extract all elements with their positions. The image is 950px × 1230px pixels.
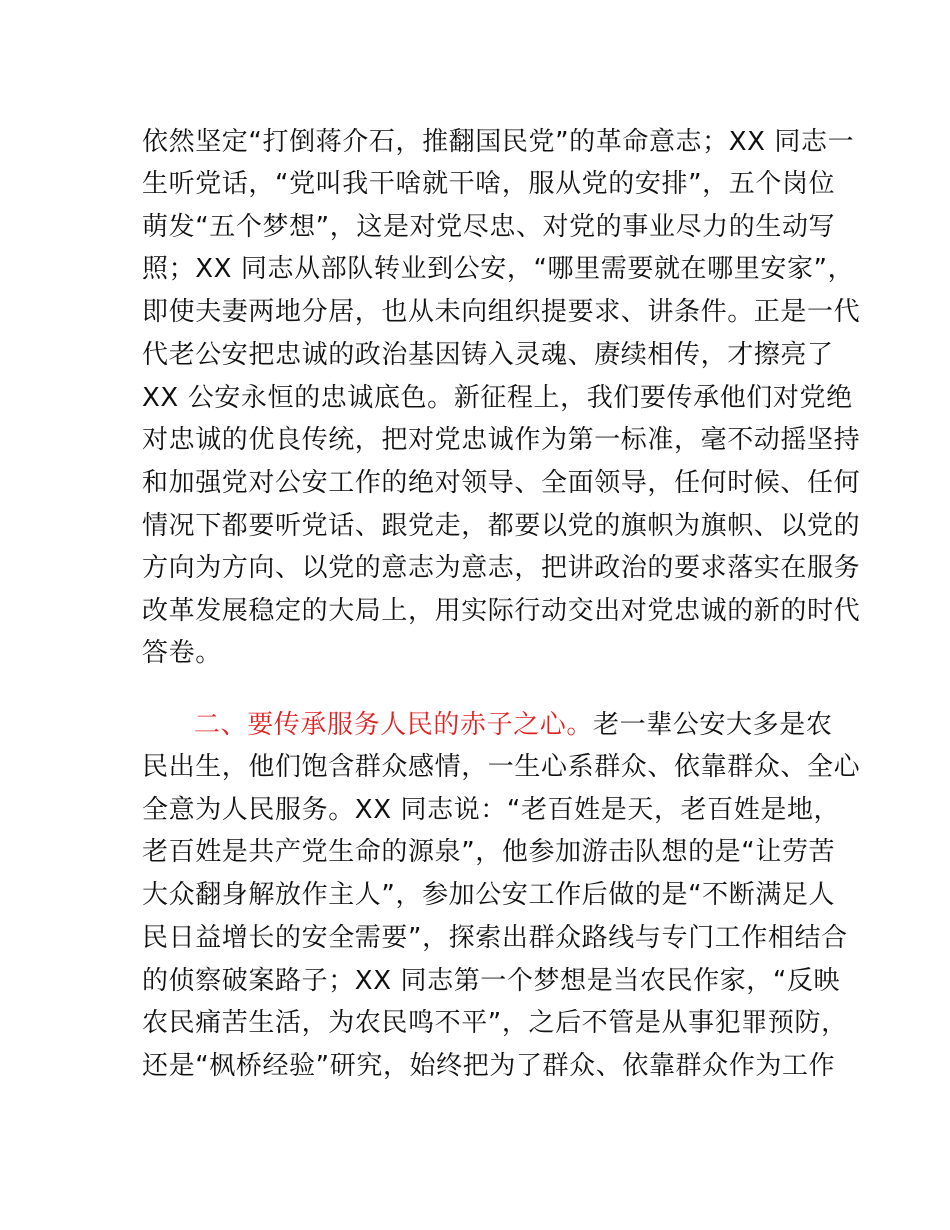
text-line: 情况下都要听党话、跟党走，都要以党的旗帜为旗帜、以党的 [142,511,861,541]
text-line: 和加强党对公安工作的绝对领导、全面领导，任何时候、任何 [142,468,861,498]
text-line: 萌发“五个梦想”，这是对党尽忠、对党的事业尽力的生动写 [142,212,836,242]
text-line: 民出生，他们饱含群众感情，一生心系群众、依靠群众、全心 [142,752,861,782]
section-heading: 二、要传承服务人民的赤子之心。 [194,710,594,740]
text-line: 方向为方向、以党的意志为意志，把讲政治的要求落实在服务 [142,553,861,583]
text-line: 农民痛苦生活，为农民鸣不平”，之后不管是从事犯罪预防， [142,1008,848,1038]
section-first-line [194,704,832,746]
text-line: 老百姓是共产党生命的源泉”，他参加游击队想的是“让劳苦 [142,837,836,867]
text-line: 照；XX 同志从部队转业到公安，“哪里需要就在哪里安家”， [142,254,855,284]
text-line: 大众翻身解放作主人”，参加公安工作后做的是“不断满足人 [142,880,836,910]
text-line: 即使夫妻两地分居，也从未向组织提要求、讲条件。正是一代 [142,297,861,327]
text-line: 还是“枫桥经验”研究，始终把为了群众、依靠群众作为工作 [142,1051,836,1081]
text-line: 的侦察破案路子；XX 同志第一个梦想是当农民作家，“反映 [142,966,841,996]
text-line: 改革发展稳定的大局上，用实际行动交出对党忠诚的新的时代 [142,596,861,626]
text-line: 生听党话，“党叫我干啥就干啥，服从党的安排”，五个岗位 [142,169,836,199]
text-line: 答卷。 [142,638,222,668]
text-line: 对忠诚的优良传统，把对党忠诚作为第一标准，毫不动摇坚持 [142,425,861,455]
text-line: 民日益增长的安全需要”，探索出群众路线与专门工作相结合 [142,923,848,953]
text-line: 代老公安把忠诚的政治基因铸入灵魂、赓续相传，才擦亮了 [142,340,834,370]
text-line: 全意为人民服务。XX 同志说：“老百姓是天，老百姓是地， [142,795,841,825]
text-span: 老一辈公安大多是农 [593,710,833,740]
text-line: 依然坚定“打倒蒋介石，推翻国民党”的革命意志；XX 同志一 [142,127,855,157]
text-line: XX 公安永恒的忠诚底色。新征程上，我们要传承他们对党绝 [142,383,853,413]
